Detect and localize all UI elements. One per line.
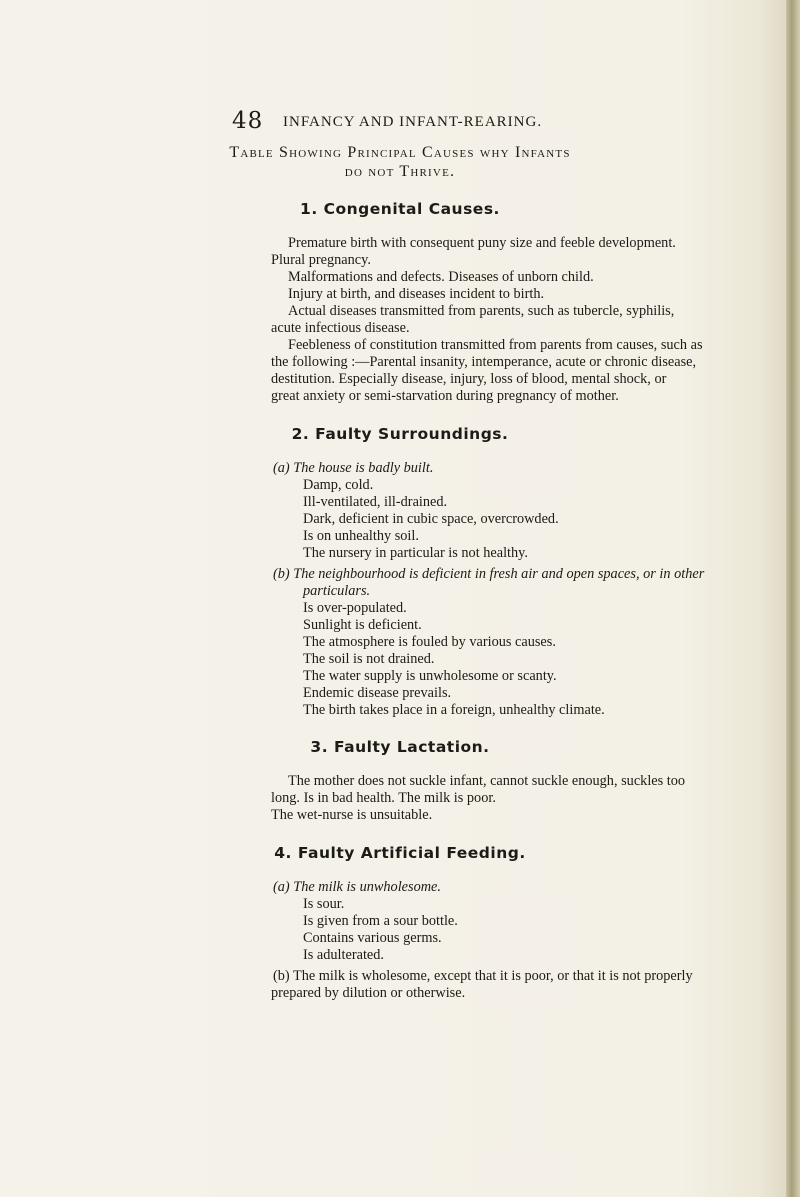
- table-title-line-1: Table Showing Principal Causes why Infants: [229, 144, 571, 161]
- subsection-label-b-cont: particulars.: [303, 583, 371, 599]
- section-heading-faulty-artificial-feeding: 4. Faulty Artificial Feeding.: [274, 844, 526, 862]
- text-line: Is given from a sour bottle.: [303, 913, 458, 929]
- text-line: Is sour.: [303, 896, 345, 912]
- text-line: Sunlight is deficient.: [303, 617, 422, 633]
- text-line: Premature birth with consequent puny size and feeble development.: [288, 235, 676, 251]
- text-line: The atmosphere is fouled by various causes.: [303, 634, 556, 650]
- subsection-b-line-1: (b) The milk is wholesome, except that it is poor, or that it is not properly: [273, 968, 693, 984]
- text-line: Injury at birth, and diseases incident to birth.: [288, 286, 545, 302]
- table-title-line-2: do not Thrive.: [344, 163, 456, 180]
- page-header: [0, 108, 800, 138]
- text-line: Dark, deficient in cubic space, overcrowded.: [303, 511, 559, 527]
- text-line: Feebleness of constitution transmitted from parents from causes, such as: [288, 337, 703, 353]
- text-line: acute infectious disease.: [271, 320, 410, 336]
- text-line: long. Is in bad health. The milk is poor.: [271, 790, 496, 806]
- text-line: destitution. Especially disease, injury, loss of blood, mental shock, or: [271, 371, 667, 387]
- text-line: Malformations and defects. Diseases of unborn child.: [288, 269, 594, 285]
- text-line: Is adulterated.: [303, 947, 384, 963]
- subsection-label-a: (a) The house is badly built.: [273, 460, 434, 476]
- section-heading-faulty-lactation: 3. Faulty Lactation.: [310, 738, 490, 756]
- text-line: Actual diseases transmitted from parents, such as tubercle, syphilis,: [288, 303, 675, 319]
- text-line: great anxiety or semi-starvation during pregnancy of mother.: [271, 388, 619, 404]
- text-line: The soil is not drained.: [303, 651, 435, 667]
- subsection-label-b: (b) The neighbourhood is deficient in fresh air and open spaces, or in other: [273, 566, 705, 582]
- text-line: The mother does not suckle infant, cannot suckle enough, suckles too: [288, 773, 686, 789]
- text-line: Endemic disease prevails.: [303, 685, 452, 701]
- text-line: The birth takes place in a foreign, unhealthy climate.: [303, 702, 605, 718]
- section-heading-faulty-surroundings: 2. Faulty Surroundings.: [291, 425, 509, 443]
- subsection-label-a: (a) The milk is unwholesome.: [273, 879, 441, 895]
- text-line: the following :—Parental insanity, intemperance, acute or chronic disease,: [271, 354, 697, 370]
- subsection-b-line-2: prepared by dilution or otherwise.: [271, 985, 466, 1001]
- text-line: Damp, cold.: [303, 477, 374, 493]
- text-line: Is on unhealthy soil.: [303, 528, 419, 544]
- text-line: The nursery in particular is not healthy.: [303, 545, 528, 561]
- section-heading-congenital: 1. Congenital Causes.: [300, 200, 500, 218]
- page-number: 48: [232, 108, 264, 134]
- text-line: Contains various germs.: [303, 930, 442, 946]
- text-line: Is over-populated.: [303, 600, 407, 616]
- text-line: Ill-ventilated, ill-drained.: [303, 494, 448, 510]
- running-title: INFANCY AND INFANT-REARING.: [283, 114, 543, 130]
- text-line: The water supply is unwholesome or scanty.: [303, 668, 557, 684]
- text-line: The wet-nurse is unsuitable.: [271, 807, 433, 823]
- text-line: Plural pregnancy.: [271, 252, 371, 268]
